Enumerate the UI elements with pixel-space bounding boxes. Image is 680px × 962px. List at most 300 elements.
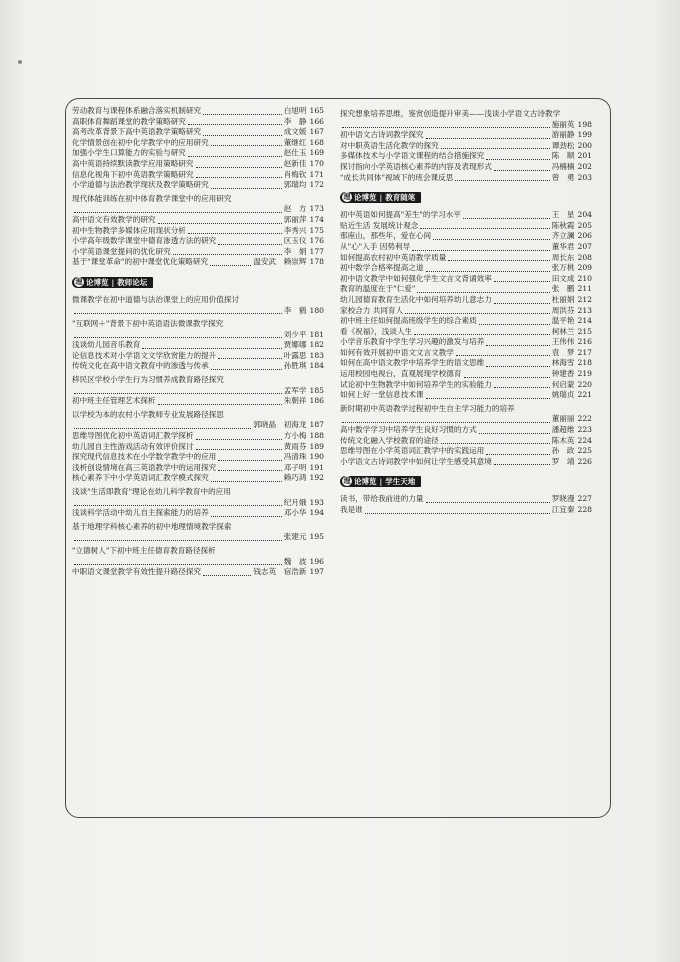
- toc-entry: [340, 173, 592, 184]
- toc-entry: [340, 151, 592, 162]
- entry-author: 赵仕玉: [283, 148, 307, 158]
- entry-page: 178: [309, 257, 324, 267]
- toc-entry: [340, 446, 592, 457]
- entry-title: 初中班主任管理艺术探析: [72, 396, 156, 406]
- entry-page: 227: [577, 494, 592, 504]
- entry-title: 贴近生活 发展统计观念: [340, 220, 419, 230]
- entry-page: 194: [309, 508, 324, 518]
- entry-title: 如何在高中语文教学中培养学生的语文思维: [340, 358, 485, 368]
- section-header-student-world: [340, 475, 592, 488]
- entry-title: 小学道德与法治教学现状及教学策略研究: [72, 180, 209, 190]
- entry-page: 199: [577, 130, 592, 140]
- entry-author: 张建元: [283, 532, 307, 542]
- entry-page: 182: [309, 340, 324, 350]
- entry-author: 钟建香: [551, 369, 575, 379]
- toc-entry: [340, 390, 592, 401]
- entry-author: 游丽静: [551, 130, 575, 140]
- entry-title: 对中职英语生活化教学的探究: [340, 140, 439, 150]
- leader-dots: [142, 347, 281, 349]
- entry-title: 以学校为本的农村小学教师专业发展路径探思: [72, 409, 224, 419]
- entry-page: 183: [309, 350, 324, 360]
- entry-author: 孙胜琪: [283, 361, 307, 371]
- entry-author: 王伟伟: [551, 337, 575, 347]
- leader-dots: [211, 368, 282, 370]
- leader-dots: [74, 392, 282, 394]
- entry-author: 温平艳: [551, 316, 575, 326]
- entry-title: 核心素养下中小学英语词汇教学模式探究: [72, 473, 209, 483]
- entry-author: 纪月娥: [283, 497, 307, 507]
- toc-entry: [340, 404, 592, 425]
- toc-entry: [72, 487, 324, 508]
- leader-dots: [463, 217, 550, 219]
- entry-title: 试论初中生物教学中如何培养学生的实验能力: [340, 379, 492, 389]
- entry-author: 杜丽娟: [551, 294, 575, 304]
- entry-page: 192: [309, 473, 324, 483]
- leader-dots: [441, 442, 550, 444]
- entry-title: 论信息技术对小学语文文学欣赏能力的提升: [72, 350, 217, 360]
- leader-dots: [426, 501, 550, 503]
- entry-title: 高中英语持续默读教学应用策略研究: [72, 158, 194, 168]
- toc-entry: [340, 221, 592, 232]
- entry-title: 小学高年级数学课堂中德育渗透方法的研究: [72, 236, 217, 246]
- entry-page: 174: [309, 214, 324, 224]
- leader-dots: [74, 312, 282, 314]
- entry-author: 温安武 赖崇辉: [253, 257, 307, 267]
- toc-entry: [340, 380, 592, 391]
- section-badge: 理 论博览 | 教育随笔: [340, 192, 421, 203]
- toc-entry: [72, 295, 324, 316]
- entry-title: 初中英语如何提高"差生"的学习水平: [340, 210, 461, 220]
- entry-title: 高考改革背景下高中英语教学策略研究: [72, 127, 202, 137]
- entry-title: 浅谈"生活即教育"理论在幼儿科学教育中的应用: [72, 487, 231, 496]
- leader-dots: [342, 126, 550, 128]
- toc-entry: [72, 226, 324, 237]
- toc-entry: [72, 375, 324, 396]
- entry-page: 173: [309, 204, 324, 214]
- entry-author: 董华君: [551, 241, 575, 251]
- toc-list-student-world: [340, 494, 592, 515]
- entry-page: 197: [309, 567, 324, 577]
- leader-dots: [414, 333, 550, 335]
- entry-author: 施丽英: [551, 119, 575, 129]
- entry-page: 188: [309, 431, 324, 441]
- entry-page: 175: [309, 225, 324, 235]
- leader-dots: [448, 259, 549, 261]
- leader-dots: [196, 166, 282, 168]
- leader-dots: [74, 336, 282, 338]
- leader-dots: [196, 448, 282, 450]
- entry-title: 看《祝福》，浅谈人生: [340, 326, 413, 336]
- entry-author: 罗晓漫: [551, 494, 575, 504]
- leader-dots: [188, 123, 282, 125]
- toc-entry: [72, 351, 324, 362]
- toc-entry: [72, 319, 324, 340]
- entry-title: 浅谈科学活动中幼儿自主探索能力的培养: [72, 508, 209, 518]
- leader-dots: [486, 344, 549, 346]
- entry-title: 从"心"入手 因势利导: [340, 241, 411, 251]
- leader-dots: [211, 480, 282, 482]
- toc-entry: [340, 425, 592, 436]
- entry-title: 微课教学在初中道德与法治课堂上的应用价值探讨: [72, 294, 240, 304]
- leader-dots: [211, 515, 282, 517]
- entry-page: 168: [309, 137, 324, 147]
- entry-author: 邓小华: [283, 508, 307, 518]
- toc-entry: [340, 505, 592, 516]
- leader-dots: [218, 243, 281, 245]
- toc-entry: [340, 242, 592, 253]
- toc-entry: [72, 247, 324, 258]
- entry-page: 207: [577, 241, 592, 251]
- toc-entry: [340, 274, 592, 285]
- entry-author: 赵新佳: [283, 158, 307, 168]
- toc-entry: [72, 340, 324, 351]
- entry-page: 200: [577, 140, 592, 150]
- entry-page: 184: [309, 361, 324, 371]
- entry-title: 那座山，那些年，爱在心间: [340, 231, 432, 241]
- scan-mark: [18, 60, 22, 64]
- toc-entry: [340, 253, 592, 264]
- entry-page: 221: [577, 390, 592, 400]
- entry-title: 移民区学校小学生行为习惯养成教育路径探究: [72, 375, 224, 385]
- toc-entry: [72, 431, 324, 442]
- entry-author: 齐立澜: [551, 231, 575, 241]
- toc-entry: [340, 263, 592, 274]
- entry-page: 226: [577, 456, 592, 466]
- entry-page: 214: [577, 316, 592, 326]
- right-column: [340, 106, 592, 516]
- entry-author: 朱朝祥: [283, 396, 307, 406]
- toc-entry: [72, 117, 324, 128]
- entry-title: 劳动教育与课程体系融合落实机制研究: [72, 106, 202, 115]
- entry-page: 193: [309, 497, 324, 507]
- leader-dots: [433, 238, 550, 240]
- entry-page: 170: [309, 158, 324, 168]
- leader-dots: [494, 386, 550, 388]
- toc-entry: [340, 436, 592, 447]
- toc-entry: [340, 109, 592, 130]
- entry-title: 家校合力 共同育人: [340, 305, 404, 315]
- leader-dots: [456, 354, 550, 356]
- entry-page: 189: [309, 441, 324, 451]
- entry-page: 211: [577, 284, 592, 294]
- section-header-teacher-forum: [72, 276, 324, 289]
- entry-page: 206: [577, 231, 592, 241]
- entry-title: 读书，带给我前进的力量: [340, 494, 424, 504]
- entry-author: 罗 靖: [551, 456, 575, 466]
- entry-page: 201: [577, 151, 592, 161]
- leader-dots: [74, 563, 282, 565]
- toc-entry: [340, 231, 592, 242]
- entry-page: 190: [309, 452, 324, 462]
- leader-dots: [455, 179, 549, 181]
- toc-entry: [72, 170, 324, 181]
- entry-title: "立德树人"下初中班主任德育教育路径探析: [72, 545, 216, 555]
- entry-title: 如何上好一堂信息技术课: [340, 390, 424, 400]
- toc-entry: [340, 369, 592, 380]
- entry-title: 我是谁: [340, 505, 363, 514]
- entry-title: 思维导图在小学英语词汇教学中的实践运用: [340, 446, 485, 456]
- toc-list-left: [72, 106, 324, 268]
- entry-author: 谭劲松: [551, 140, 575, 150]
- leader-dots: [203, 574, 251, 576]
- toc-entry: [72, 148, 324, 159]
- toc-list-right: [340, 109, 592, 183]
- toc-entry: [72, 452, 324, 463]
- entry-author: 江宜秦: [551, 505, 575, 514]
- entry-author: 董丽丽: [551, 414, 575, 424]
- entry-page: 213: [577, 305, 592, 315]
- entry-title: 加强小学生口算能力的实验与研究: [72, 148, 186, 158]
- leader-dots: [74, 427, 251, 429]
- entry-page: 198: [577, 119, 592, 129]
- toc-entry: [340, 284, 592, 295]
- entry-page: 219: [577, 369, 592, 379]
- toc-entry: [340, 295, 592, 306]
- toc-entry: [340, 210, 592, 221]
- entry-title: 思维导图优化初中英语词汇教学探析: [72, 431, 194, 441]
- leader-dots: [426, 397, 550, 399]
- leader-dots: [211, 144, 282, 146]
- toc-entry: [72, 522, 324, 543]
- entry-author: 赵 方: [283, 204, 307, 214]
- entry-title: 基于地理学科核心素养的初中地理情境教学探索: [72, 521, 232, 531]
- entry-title: 幼儿园自主性游戏活动有效评价探讨: [72, 441, 194, 451]
- entry-author: 李 鹤: [283, 305, 307, 315]
- leader-dots: [486, 158, 549, 160]
- entry-author: 周长东: [551, 252, 575, 262]
- leader-dots: [74, 211, 282, 213]
- entry-author: 成文媛: [283, 127, 307, 137]
- leader-dots: [426, 137, 550, 139]
- leader-dots: [494, 280, 550, 282]
- entry-author: 钱志英 宿浩新: [253, 567, 307, 577]
- toc-entry: [72, 159, 324, 170]
- entry-page: 217: [577, 347, 592, 357]
- entry-page: 180: [309, 305, 324, 315]
- entry-page: 218: [577, 358, 592, 368]
- entry-title: 初中班主任如何提高班级学生的综合素质: [340, 316, 477, 326]
- toc-entry: [340, 337, 592, 348]
- entry-title: 小学音乐教育中学生学习兴趣的激发与培养: [340, 337, 485, 347]
- toc-entry: [72, 442, 324, 453]
- entry-author: 黄雨芬: [283, 441, 307, 451]
- leader-dots: [158, 403, 282, 405]
- entry-page: 195: [309, 532, 324, 542]
- entry-author: 孙 政: [551, 446, 575, 456]
- entry-author: 冯楠楠: [551, 161, 575, 171]
- entry-page: 187: [309, 420, 324, 430]
- entry-title: 新时期初中英语教学过程初中生自主学习能力的培养: [340, 403, 515, 413]
- leader-dots: [479, 323, 550, 325]
- toc-entry: [72, 361, 324, 372]
- leader-dots: [203, 134, 282, 136]
- entry-author: 陈 顺: [551, 151, 575, 161]
- entry-title: 探究想象培养思维，鉴赏创造提升审美——浅谈小学语文古诗教学: [340, 109, 561, 118]
- section-label: 学生天地: [385, 477, 416, 487]
- entry-author: 区玉仪: [283, 236, 307, 246]
- leader-dots: [203, 113, 282, 115]
- entry-title: 现代体能训练在初中体育教学课堂中的应用研究: [72, 193, 232, 203]
- toc-entry: [340, 494, 592, 505]
- entry-page: 185: [309, 385, 324, 395]
- entry-author: 周洪芬: [551, 305, 575, 315]
- leader-dots: [426, 270, 550, 272]
- entry-author: 李 静: [283, 116, 307, 126]
- toc-entry: [72, 127, 324, 138]
- toc-entry: [72, 567, 324, 578]
- leader-dots: [441, 147, 550, 149]
- toc-entry: [72, 194, 324, 215]
- leader-dots: [218, 357, 281, 359]
- toc-entry: [72, 215, 324, 226]
- entry-title: 高中数学学习中培养学生良好习惯的方式: [340, 425, 477, 435]
- leader-dots: [494, 169, 550, 171]
- entry-page: 228: [577, 505, 592, 514]
- entry-title: 如何提高农村初中英语教学质量: [340, 252, 447, 262]
- leader-dots: [486, 365, 549, 367]
- entry-author: 邓子明: [283, 462, 307, 472]
- entry-title: 初中生物教学多媒体应用现状分析: [72, 225, 186, 235]
- entry-title: 浅析创设情境在高三英语教学中的运用探究: [72, 462, 217, 472]
- leader-dots: [211, 187, 282, 189]
- entry-title: 化学情景创在初中化学教学中的应用研究: [72, 137, 209, 147]
- entry-page: 216: [577, 337, 592, 347]
- toc-entry: [340, 457, 592, 468]
- leader-dots: [486, 453, 549, 455]
- leader-dots: [74, 504, 282, 506]
- leader-dots: [365, 512, 550, 514]
- toc-entry: [340, 327, 592, 338]
- entry-author: 贾娜娜: [283, 340, 307, 350]
- entry-page: 212: [577, 294, 592, 304]
- toc-entry: [340, 348, 592, 359]
- entry-title: 探究现代信息技术在小学数学教学中的应用: [72, 452, 217, 462]
- toc-entry: [72, 138, 324, 149]
- toc-entry: [72, 257, 324, 268]
- entry-author: 魏 波: [283, 556, 307, 566]
- toc-list-teacher-forum: [72, 295, 324, 578]
- entry-author: 张万桃: [551, 263, 575, 273]
- entry-author: 肖梅钦: [283, 169, 307, 179]
- entry-page: 204: [577, 210, 592, 220]
- entry-page: 165: [309, 106, 324, 115]
- entry-title: 运用校园电视台，直观展现学校德育: [340, 369, 462, 379]
- leader-dots: [464, 376, 550, 378]
- entry-author: 林海雪: [551, 358, 575, 368]
- toc-entry: [72, 410, 324, 431]
- toc-entry: [72, 236, 324, 247]
- entry-author: 董继红: [283, 137, 307, 147]
- entry-author: 叶露思: [283, 350, 307, 360]
- entry-author: 赖巧鸿: [283, 473, 307, 483]
- entry-author: 曾 勇: [551, 172, 575, 182]
- entry-author: 郭瑞均: [283, 180, 307, 190]
- entry-page: 166: [309, 116, 324, 126]
- section-label: 教师论坛: [117, 277, 148, 287]
- leader-dots: [417, 291, 549, 293]
- entry-page: 181: [309, 329, 324, 339]
- entry-page: 210: [577, 273, 592, 283]
- leader-dots: [494, 463, 550, 465]
- entry-page: 177: [309, 246, 324, 256]
- leader-dots: [494, 302, 550, 304]
- entry-title: "成长共同体"视域下的班会课反思: [340, 172, 454, 182]
- leader-dots: [405, 312, 550, 314]
- entry-page: 223: [577, 425, 592, 435]
- entry-page: 209: [577, 263, 592, 273]
- leader-dots: [196, 176, 282, 178]
- entry-title: 传统文化在高中语文教育中的渗透与传承: [72, 361, 209, 371]
- toc-entry: [340, 130, 592, 141]
- entry-author: 刘少平: [283, 329, 307, 339]
- entry-author: 何启蒙: [551, 379, 575, 389]
- entry-title: 传统文化融入学校教育的途径: [340, 435, 439, 445]
- entry-author: 孟军学: [283, 385, 307, 395]
- entry-page: 208: [577, 252, 592, 262]
- leader-dots: [196, 438, 282, 440]
- entry-title: 信息化视角下初中英语教学策略研究: [72, 169, 194, 179]
- section-header-essays: [340, 191, 592, 204]
- entry-title: 初中语文古诗词教学探究: [340, 130, 424, 140]
- entry-author: 潘超维: [551, 425, 575, 435]
- toc-entry: [72, 473, 324, 484]
- toc-list-essays: [340, 210, 592, 467]
- entry-author: 袁 梦: [551, 347, 575, 357]
- entry-page: 215: [577, 326, 592, 336]
- entry-page: 203: [577, 172, 592, 182]
- entry-author: 陈木英: [551, 435, 575, 445]
- entry-page: 186: [309, 396, 324, 406]
- section-label: 教育随笔: [385, 193, 416, 203]
- entry-page: 205: [577, 220, 592, 230]
- entry-author: 陈秋霞: [551, 220, 575, 230]
- entry-author: 郭丽萍: [283, 214, 307, 224]
- leader-dots: [158, 222, 282, 224]
- entry-page: 222: [577, 414, 592, 424]
- leader-dots: [74, 539, 282, 541]
- toc-entry: [340, 358, 592, 369]
- entry-author: 白旭明: [283, 106, 307, 115]
- leader-dots: [218, 459, 281, 461]
- section-badge: 理 论博览 | 教师论坛: [72, 277, 153, 288]
- entry-title: 教育的温度在于"仁爱": [340, 284, 416, 294]
- entry-title: 多媒体技术与小学语文课程的结合措施探究: [340, 151, 485, 161]
- leader-dots: [218, 469, 281, 471]
- entry-page: 225: [577, 446, 592, 456]
- entry-author: 王 星: [551, 210, 575, 220]
- left-column: [72, 106, 324, 578]
- entry-title: 探讨指向小学英语核心素养的内容及表现形式: [340, 161, 492, 171]
- entry-page: 220: [577, 379, 592, 389]
- toc-entry: [72, 546, 324, 567]
- leader-dots: [210, 264, 251, 266]
- toc-entry: [340, 316, 592, 327]
- entry-title: "互联网＋"背景下初中英语语法微课教学探究: [72, 319, 224, 329]
- entry-title: 初中语文教学中如何强化学生文言文背诵效率: [340, 273, 492, 283]
- entry-page: 202: [577, 161, 592, 171]
- entry-author: 方小梅: [283, 431, 307, 441]
- entry-page: 191: [309, 462, 324, 472]
- entry-author: 张 鹏: [551, 284, 575, 294]
- toc-entry: [340, 306, 592, 317]
- leader-dots: [188, 232, 282, 234]
- leader-dots: [173, 253, 282, 255]
- entry-author: 柯林兰: [551, 326, 575, 336]
- entry-title: 高职体育舞蹈课堂的教学策略研究: [72, 116, 186, 126]
- toc-entry: [72, 396, 324, 407]
- toc-entry: [72, 180, 324, 191]
- entry-title: 中职语文课堂教学有效性提升路径探究: [72, 567, 202, 577]
